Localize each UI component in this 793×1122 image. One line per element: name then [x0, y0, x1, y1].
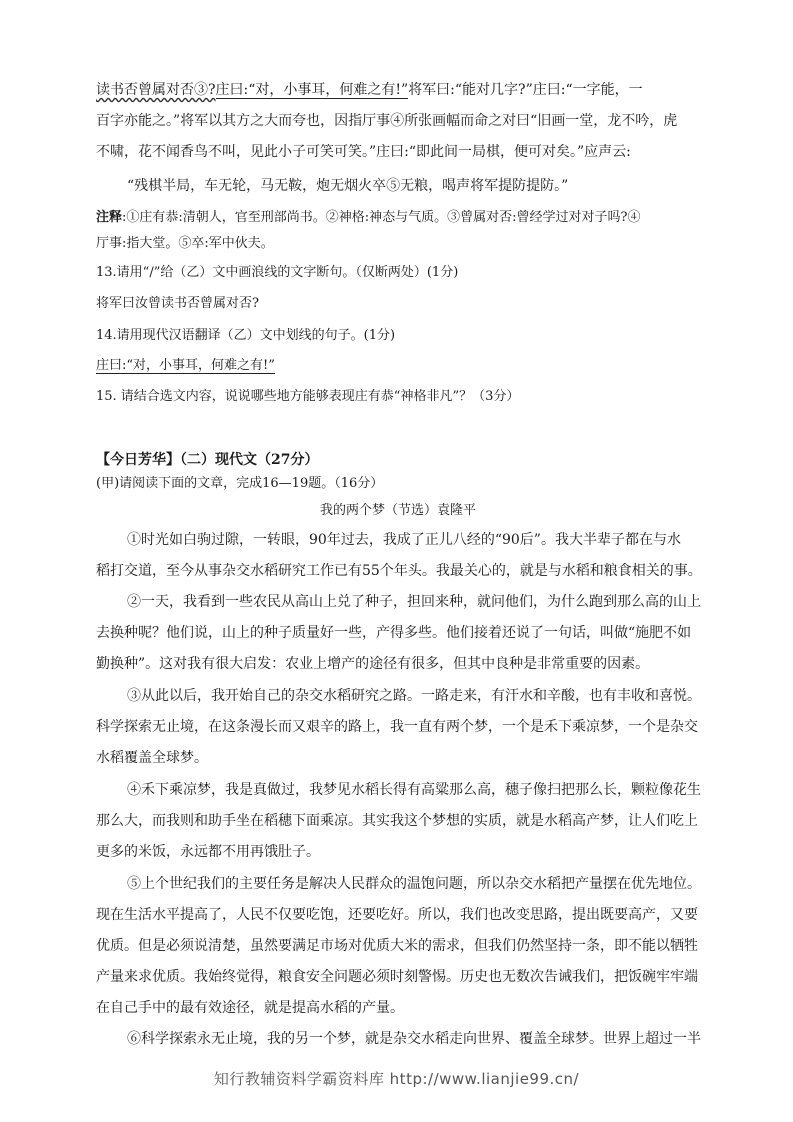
article-p3-line2: 科学探索无止境，在这条漫长而又艰辛的路上，我一直有两个梦，一个是禾下乘凉梦，一个是杂交: [96, 719, 698, 735]
wavy-underlined-text: 读书否曾属对否③?: [96, 82, 216, 98]
article-p6-line1: ⑥科学探索永无止境，我的另一个梦，就是杂交水稻走向世界、覆盖全球梦。世界上超过一半: [127, 1031, 701, 1047]
article-p5-line2: 现在生活水平提高了，人民不仅要吃饱，还要吃好。所以，我们也改变思路，提出既要高产，又要: [96, 907, 698, 923]
question-14: 14.请用现代汉语翻译（乙）文中划线的句子。(1分): [96, 328, 396, 343]
question-14-answer: 庄曰:“对，小事耳，何难之有!”: [96, 358, 275, 373]
passage-line-3: 不啸，花不闻香鸟不叫，见此小子可笑可笑。”庄曰:“即此间一局棋，便可对矣。”应声云:: [96, 144, 631, 160]
article-p4-line3: 更多的米饭，永远都不用再饿肚子。: [96, 844, 320, 860]
question-15: 15. 请结合选文内容，说说哪些地方能够表现庄有恭“神格非凡”？（3分）: [96, 389, 520, 404]
passage-line-1: 读书否曾属对否③?庄曰:“对，小事耳，何难之有!”将军曰:“能对几字?”庄曰:“一字能，一: [96, 82, 643, 98]
article-p5-line3: 优质。但是必须说清楚，虽然要满足市场对优质大米的需求，但我们仍然坚持一条，即不能以牺牲: [96, 938, 698, 954]
section-instruction: (甲)请阅读下面的文章，完成16—19题。（16分）: [96, 476, 384, 491]
section-heading: 【今日芳华】（二）现代文（27分）: [96, 452, 319, 468]
passage-line-4: “残棋半局，车无轮，马无鞍，炮无烟火卒⑤无粮，喝声将军提防提防。”: [127, 178, 569, 194]
underlined-sentence: 庄曰:“对，小事耳，何难之有!”: [215, 82, 409, 98]
article-title: 我的两个梦（节选）袁隆平: [319, 503, 476, 518]
notes-line-1: 注释:①庄有恭:清朝人，官至刑部尚书。②神格:神态与气质。③曾属对否:曾经学过对对子吗?④: [96, 210, 641, 225]
article-p3-line3: 水稻覆盖全球梦。: [96, 750, 208, 766]
article-p5-line5: 在自己手中的最有效途径，就是提高水稻的产量。: [96, 1000, 404, 1016]
article-p4-line2: 那么大，而我则和助手坐在稻穗下面乘凉。其实我这个梦想的实质，就是水稻高产梦，让人们吃上: [96, 813, 698, 829]
notes-label: 注释: [96, 210, 123, 225]
article-p2-line2: 去换种呢？他们说，山上的种子质量好一些，产得多些。他们接着还说了一句话，叫做“施肥不如: [96, 625, 692, 641]
footer-watermark: 知行教辅资料学霸资料库 http://www.lianjie99.cn/: [213, 1070, 580, 1088]
article-p5-line4: 产量来求优质。我始终觉得，粮食安全问题必须时刻警惕。历史也无数次告诫我们，把饭碗牢牢端: [96, 969, 698, 985]
notes-line-2: 厅事:指大堂。⑤卒:军中伙夫。: [96, 236, 274, 251]
article-p5-line1: ⑤上个世纪我们的主要任务是解决人民群众的温饱问题，所以杂交水稻把产量摆在优先地位。: [127, 876, 701, 892]
question-13: 13.请用“/”给（乙）文中画浪线的文字断句。（仅断两处）(1分): [96, 265, 459, 280]
article-p1-line1: ①时光如白驹过隙，一转眼，90年过去，我成了正儿八经的“90后”。我大半辈子都在与水: [127, 532, 681, 548]
article-p1-line2: 稻打交道，至今从事杂交水稻研究工作已有55个年头。我最关心的，就是与水稻和粮食相关的事。: [96, 563, 702, 579]
passage-line-2: 百字亦能之。”将军以其方之大而夸也，因指厅事④所张画幅而命之对曰“旧画一堂，龙不吟，虎: [96, 113, 678, 129]
article-p2-line1: ②一天，我看到一些农民从高山上兑了种子，担回来种，就问他们，为什么跑到那么高的山上: [127, 594, 701, 610]
article-p2-line3: 勤换种”。这对我有很大启发：农业上增产的途径有很多，但其中良种是非常重要的因素。: [96, 656, 650, 672]
article-p4-line1: ④禾下乘凉梦，我是真做过，我梦见水稻长得有高粱那么高，穗子像扫把那么长，颗粒像花生: [127, 782, 701, 798]
article-p3-line1: ③从此以后，我开始自己的杂交水稻研究之路。一路走来，有汗水和辛酸，也有丰收和喜悦。: [127, 688, 701, 704]
question-13-answer: 将军曰汝曾读书否曾属对否?: [96, 296, 259, 311]
